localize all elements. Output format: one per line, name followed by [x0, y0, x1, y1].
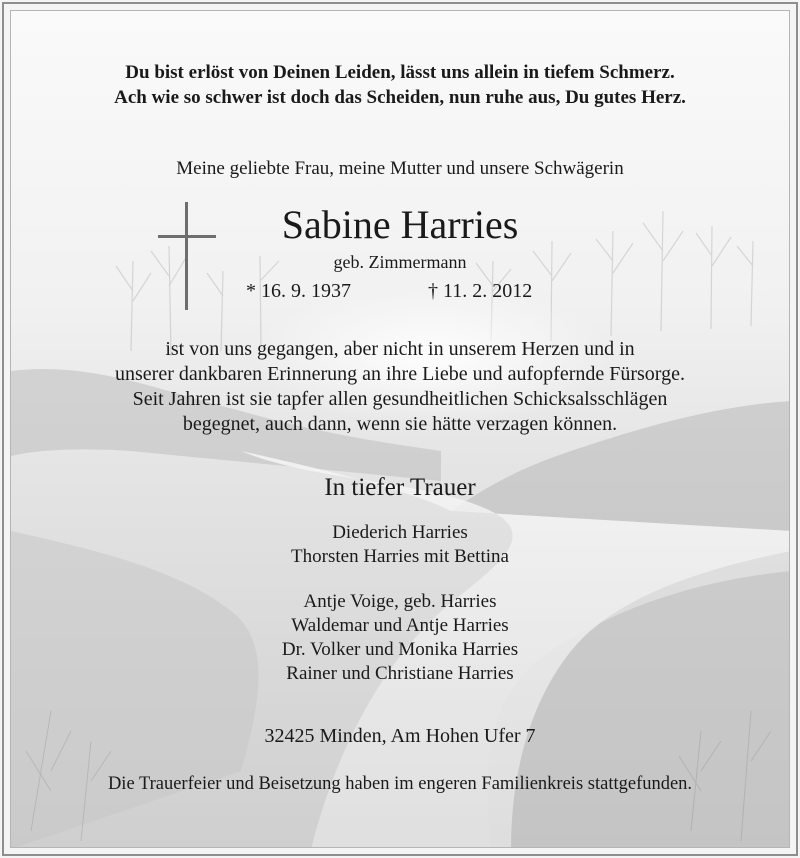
birth-date: * 16. 9. 1937 — [246, 280, 351, 302]
maiden-name: geb. Zimmermann — [333, 252, 467, 272]
mourner-line: Antje Voige, geb. Harries — [303, 591, 497, 612]
deceased-name: Sabine Harries — [281, 202, 519, 247]
mourning-heading: In tiefer Trauer — [324, 474, 476, 501]
message-line-3: Seit Jahren ist sie tapfer allen gesundheitlichen Schicksalsschlägen — [132, 388, 668, 410]
mourner-line: Dr. Volker und Monika Harries — [281, 639, 519, 660]
verse-line-1: Du bist erlöst von Deinen Leiden, lässt uns allein in tiefem Schmerz. — [125, 62, 675, 83]
intro-line: Meine geliebte Frau, meine Mutter und unsere Schwägerin — [176, 158, 624, 179]
death-date: † 11. 2. 2012 — [428, 280, 533, 302]
mourner-line: Rainer und Christiane Harries — [286, 663, 514, 684]
footer-note: Die Trauerfeier und Beisetzung haben im engeren Familienkreis stattgefunden. — [107, 774, 693, 794]
mourner-line: Diederich Harries — [332, 522, 468, 543]
message-line-4: begegnet, auch dann, wenn sie hätte verzagen können. — [182, 413, 618, 435]
mourner-line: Waldemar und Antje Harries — [291, 615, 509, 636]
message-line-2: unserer dankbaren Erinnerung an ihre Liebe und aufopfernde Fürsorge. — [115, 363, 685, 385]
address: 32425 Minden, Am Hohen Ufer 7 — [264, 725, 536, 747]
mourner-line: Thorsten Harries mit Bettina — [291, 546, 509, 567]
message-line-1: ist von uns gegangen, aber nicht in unserem Herzen und in — [165, 338, 635, 360]
verse-line-2: Ach wie so schwer ist doch das Scheiden, nun ruhe aus, Du gutes Herz. — [114, 87, 686, 108]
